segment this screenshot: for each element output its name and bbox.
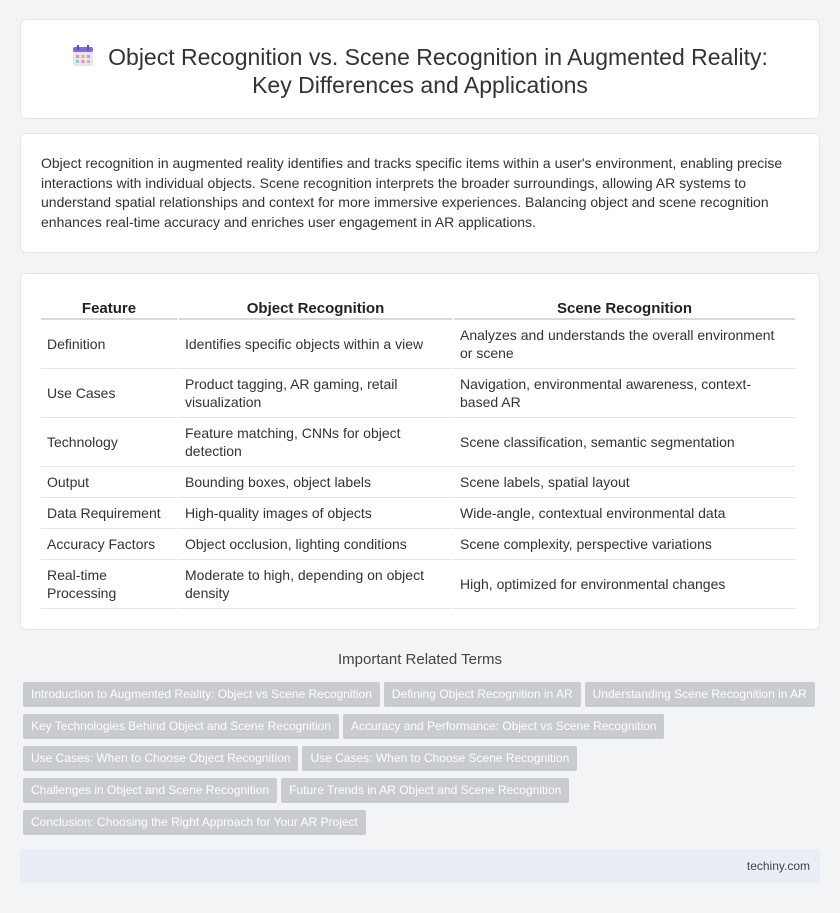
- related-term-link[interactable]: Key Technologies Behind Object and Scene Recognition: [23, 714, 339, 739]
- comparison-card: [20, 273, 820, 630]
- table-cell: Product tagging, AR gaming, retail visualization: [179, 369, 452, 418]
- table-cell: Real-time Processing: [41, 560, 177, 609]
- table-cell: Identifies specific objects within a view: [179, 320, 452, 369]
- table-cell: Use Cases: [41, 369, 177, 418]
- related-term-link[interactable]: Use Cases: When to Choose Object Recognition: [23, 746, 298, 771]
- table-cell: Wide-angle, contextual environmental data: [454, 498, 795, 529]
- table-row: [41, 560, 795, 609]
- table-cell: High, optimized for environmental changes: [454, 560, 795, 609]
- table-row: [41, 418, 795, 467]
- calendar-grid-icon: [72, 45, 94, 67]
- footer: [20, 849, 820, 883]
- related-term-link[interactable]: Accuracy and Performance: Object vs Scene Recognition: [343, 714, 664, 739]
- title-card: [20, 19, 820, 119]
- intro-card: [20, 133, 820, 253]
- table-cell: Definition: [41, 320, 177, 369]
- related-term-link[interactable]: Conclusion: Choosing the Right Approach for Your AR Project: [23, 810, 366, 835]
- table-cell: Navigation, environmental awareness, context-based AR: [454, 369, 795, 418]
- header-scene-recognition: Scene Recognition: [454, 294, 795, 320]
- table-row: [41, 467, 795, 498]
- table-cell: Analyzes and understands the overall environment or scene: [454, 320, 795, 369]
- table-cell: Data Requirement: [41, 498, 177, 529]
- table-header-row: [41, 294, 795, 320]
- comparison-table: [39, 294, 797, 609]
- page-title: [21, 43, 819, 71]
- header-feature: Feature: [41, 294, 177, 320]
- table-cell: High-quality images of objects: [179, 498, 452, 529]
- table-row: [41, 320, 795, 369]
- related-term-link[interactable]: Challenges in Object and Scene Recognition: [23, 778, 277, 803]
- related-terms-heading: Important Related Terms: [338, 651, 502, 668]
- table-cell: Bounding boxes, object labels: [179, 467, 452, 498]
- table-row: [41, 529, 795, 560]
- table-cell: Accuracy Factors: [41, 529, 177, 560]
- related-term-link[interactable]: Use Cases: When to Choose Scene Recognition: [302, 746, 577, 771]
- title-line-2: Key Differences and Applications: [252, 72, 588, 98]
- table-cell: Object occlusion, lighting conditions: [179, 529, 452, 560]
- table-cell: Scene classification, semantic segmentation: [454, 418, 795, 467]
- header-object-recognition: Object Recognition: [179, 294, 452, 320]
- table-row: [41, 369, 795, 418]
- related-term-link[interactable]: Understanding Scene Recognition in AR: [585, 682, 815, 707]
- table-cell: Technology: [41, 418, 177, 467]
- related-term-link[interactable]: Future Trends in AR Object and Scene Recognition: [281, 778, 569, 803]
- footer-brand[interactable]: techiny.com: [746, 859, 810, 873]
- table-row: [41, 498, 795, 529]
- title-line-1: Object Recognition vs. Scene Recognition in Augmented Reality:: [108, 44, 768, 70]
- related-term-link[interactable]: Introduction to Augmented Reality: Object vs Scene Recognition: [23, 682, 380, 707]
- table-cell: Moderate to high, depending on object density: [179, 560, 452, 609]
- intro-paragraph: Object recognition in augmented reality identifies and tracks specific items within a user's environment, enabling precise interactions with individual objects. Scene recognition interprets the broader surroundings, allowing AR systems to understand spatial relationships and context for more immersive experiences. Balancing object and scene recognition enhances real-time accuracy and enriches user engagement in AR applications.: [41, 155, 783, 230]
- table-cell: Output: [41, 467, 177, 498]
- related-terms-list: [23, 682, 823, 842]
- related-term-link[interactable]: Defining Object Recognition in AR: [384, 682, 581, 707]
- table-cell: Feature matching, CNNs for object detection: [179, 418, 452, 467]
- table-cell: Scene complexity, perspective variations: [454, 529, 795, 560]
- table-cell: Scene labels, spatial layout: [454, 467, 795, 498]
